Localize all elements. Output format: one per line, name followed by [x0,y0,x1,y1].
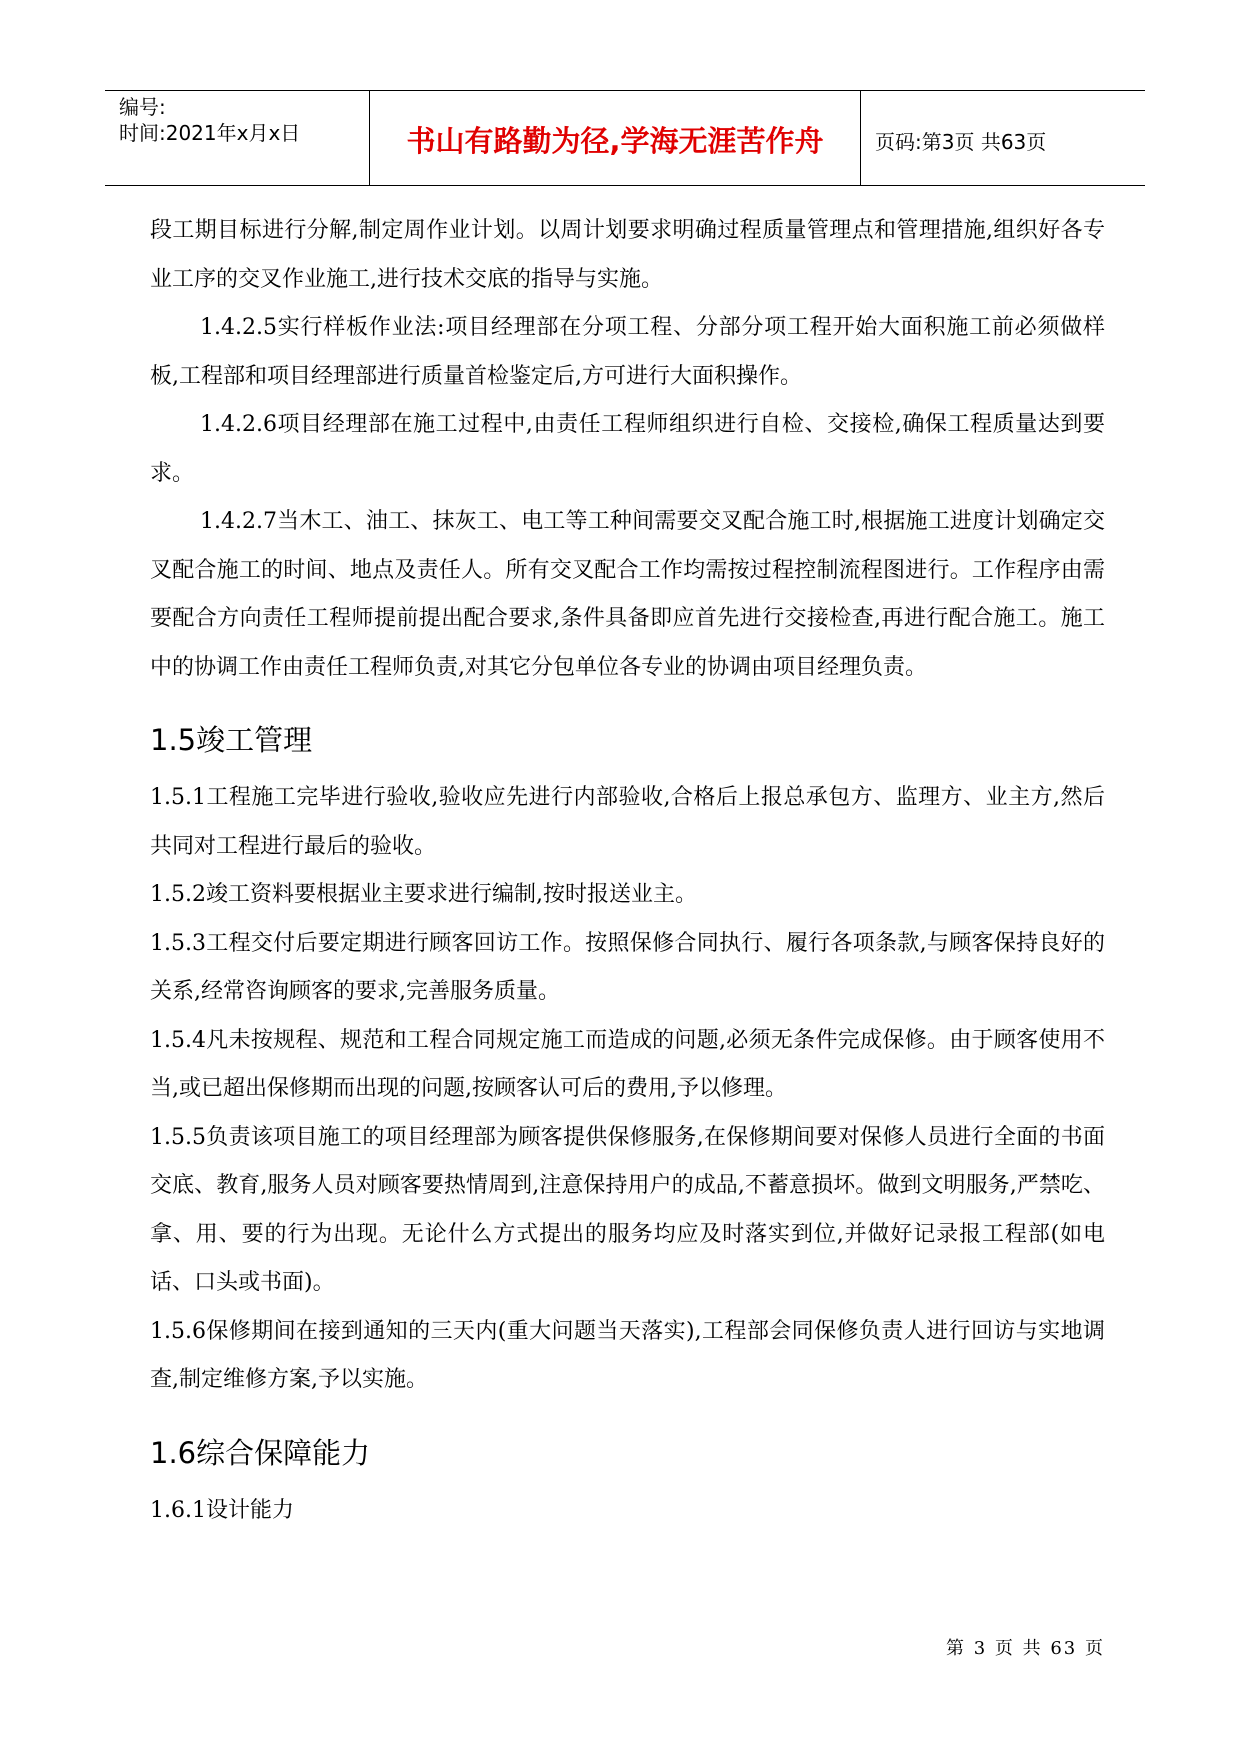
header-motto-cell [369,91,861,185]
header-motto: 书山有路勤为径,学海无涯苦作舟 [406,124,824,158]
document-number-label: 编号: [119,95,166,119]
page-header [105,90,1145,186]
paragraph: 1.6.1设计能力 [150,1497,294,1523]
page-footer: 第 3 页 共 63 页 [946,1638,1105,1659]
paragraph: 段工期目标进行分解,制定周作业计划。以周计划要求明确过程质量管理点和管理措施,组织好各专业工序的交叉作业施工,进行技术交底的指导与实施。 [150,218,1105,292]
paragraph: 1.5.5负责该项目施工的项目经理部为顾客提供保修服务,在保修期间要对保修人员进行全面的书面交底、教育,服务人员对顾客要热情周到,注意保持用户的成品,不蓄意损坏。做到文明服务,严禁吃、拿、用、要的行为出现。无论什么方式提出的服务均应及时落实到位,并做好记录报工程部(如电话、口头或书面)。 [150,1124,1105,1295]
section-heading: 1.5竣工管理 [150,723,313,757]
paragraph: 1.5.6保修期间在接到通知的三天内(重大问题当天落实),工程部会同保修负责人进行回访与实地调查,制定维修方案,予以实施。 [150,1318,1105,1392]
section-heading: 1.6综合保障能力 [150,1435,371,1470]
document-time-label: 时间:2021年x月x日 [119,121,301,145]
paragraph: 1.4.2.5实行样板作业法:项目经理部在分项工程、分部分项工程开始大面积施工前必须做样板,工程部和项目经理部进行质量首检鉴定后,方可进行大面积操作。 [150,315,1105,389]
header-page-code: 页码:第3页 共63页 [875,130,1047,154]
paragraph: 1.4.2.7当木工、油工、抹灰工、电工等工种间需要交叉配合施工时,根据施工进度计划确定交叉配合施工的时间、地点及责任人。所有交叉配合工作均需按过程控制流程图进行。工作程序由需要配合方向责任工程师提前提出配合要求,条件具备即应首先进行交接检查,再进行配合施工。施工中的协调工作由责任工程师负责,对其它分包单位各专业的协调由项目经理负责。 [150,509,1105,680]
document-body [150,207,1105,1535]
paragraph: 1.5.2竣工资料要根据业主要求进行编制,按时报送业主。 [150,882,697,907]
paragraph: 1.4.2.6项目经理部在施工过程中,由责任工程师组织进行自检、交接检,确保工程质量达到要求。 [150,412,1105,486]
paragraph: 1.5.3工程交付后要定期进行顾客回访工作。按照保修合同执行、履行各项条款,与顾客保持良好的关系,经常咨询顾客的要求,完善服务质量。 [150,930,1105,1004]
header-info-cell [105,91,369,185]
paragraph: 1.5.1工程施工完毕进行验收,验收应先进行内部验收,合格后上报总承包方、监理方、业主方,然后共同对工程进行最后的验收。 [150,785,1105,859]
header-page-cell [861,91,1145,185]
paragraph: 1.5.4凡未按规程、规范和工程合同规定施工而造成的问题,必须无条件完成保修。由于顾客使用不当,或已超出保修期而出现的问题,按顾客认可后的费用,予以修理。 [150,1027,1105,1101]
